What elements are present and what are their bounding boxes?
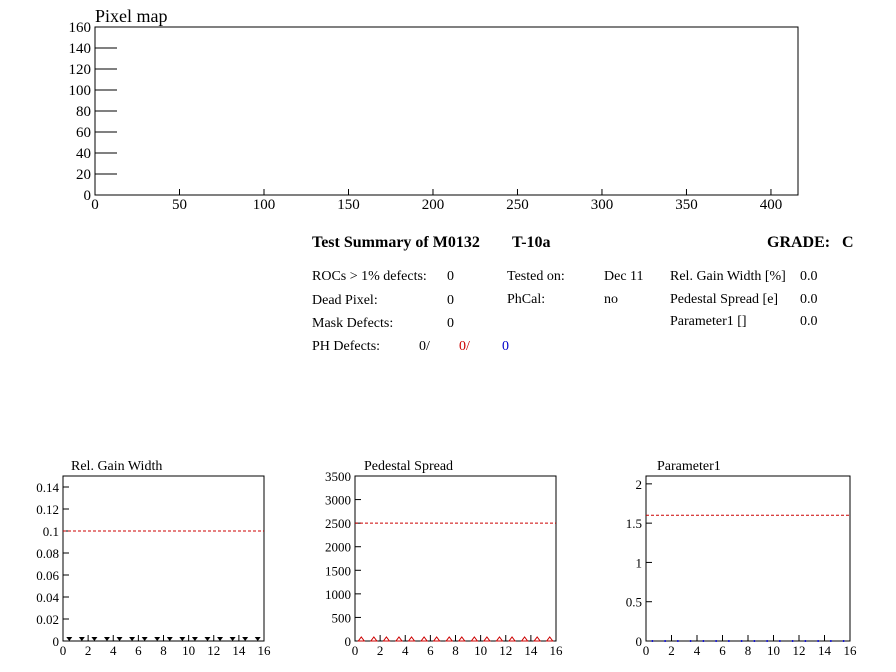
pixel-map-x-tick-label: 300 — [590, 197, 614, 213]
pixel-map-frame — [95, 27, 798, 195]
pedestal-spread-y-tick-label: 1000 — [325, 586, 351, 602]
pixel-map-x-tick-label: 150 — [337, 197, 360, 213]
parameter1-x-tick-label: 6 — [719, 643, 726, 658]
dead-pixel-label: Dead Pixel: — [312, 293, 378, 308]
parameter1-point — [753, 640, 755, 642]
pedestal-spread-point — [459, 637, 465, 641]
pedestal-spread-y-tick-label: 3500 — [325, 469, 351, 484]
pedestal-spread-title: Pedestal Spread — [364, 459, 454, 474]
gain-width-x-tick-label: 6 — [135, 643, 142, 658]
parameter1-x-tick-label: 0 — [642, 643, 650, 658]
grade-value: C — [842, 234, 854, 251]
pixel-map-y-tick-label: 60 — [76, 125, 91, 141]
gain-width-point — [167, 637, 173, 641]
pedestal-spread-y-tick-label: 0 — [344, 634, 351, 649]
gain-width-value: 0.0 — [800, 269, 818, 284]
pedestal-spread-point — [522, 637, 528, 641]
parameter1-y-tick-label: 0 — [635, 634, 642, 649]
pedestal-spread-x-tick-label: 14 — [524, 643, 538, 658]
pixel-map-y-tick-label: 20 — [76, 167, 91, 183]
gain-width-point — [142, 637, 148, 641]
gain-width-point — [129, 637, 135, 641]
pixel-map-y-tick-label: 140 — [68, 41, 91, 57]
gain-width-point — [255, 637, 261, 641]
pedestal-spread-point — [547, 637, 553, 641]
parameter1-point — [677, 640, 679, 642]
parameter1-point — [817, 640, 819, 642]
parameter1-point — [766, 640, 768, 642]
pedestal-spread-point — [358, 637, 364, 641]
parameter1-point — [702, 640, 704, 642]
pedestal-spread-point — [409, 637, 415, 641]
gain-width-point — [230, 637, 236, 641]
pixel-map-x-tick-label: 200 — [421, 197, 445, 213]
gain-width-point — [117, 637, 123, 641]
pedestal-spread-x-tick-label: 2 — [376, 643, 384, 658]
gain-width-point — [66, 637, 72, 641]
rocs-defects-value: 0 — [447, 269, 454, 284]
gain-width-y-tick-label: 0 — [52, 634, 59, 649]
dead-pixel-value: 0 — [447, 293, 454, 308]
pixel-map-y-tick-label: 160 — [68, 20, 91, 36]
pixel-map-x-tick-label: 100 — [252, 197, 276, 213]
pixel-map-y-tick-label: 120 — [68, 62, 91, 78]
pedestal-spread-x-tick-label: 6 — [427, 643, 434, 658]
gain-width-point — [217, 637, 223, 641]
pixel-map-x-tick-label: 250 — [506, 197, 529, 213]
pedestal-spread-point — [434, 637, 440, 641]
pedestal-spread-point — [484, 637, 490, 641]
ph-defects-value-2: 0/ — [459, 339, 470, 354]
parameter1-y-tick-label: 1.5 — [625, 516, 642, 532]
parameter1-point — [690, 640, 692, 642]
pixel-map-y-tick-label: 40 — [76, 146, 91, 162]
pixel-map-y-tick-label: 100 — [68, 83, 91, 99]
gain-width-point — [242, 637, 248, 641]
gain-width-x-tick-label: 12 — [207, 643, 221, 658]
parameter1-x-tick-label: 2 — [668, 643, 675, 658]
gain-width-x-tick-label: 4 — [110, 643, 117, 658]
pixel-map-x-tick-label: 400 — [759, 197, 783, 213]
pedestal-spread-point — [534, 637, 540, 641]
gain-width-x-tick-label: 0 — [59, 643, 67, 658]
pedestal-spread-frame — [355, 476, 556, 641]
parameter1-point — [715, 640, 717, 642]
pedestal-spread-point — [396, 637, 402, 641]
parameter1-point — [830, 640, 832, 642]
ph-defects-value-1: 0/ — [419, 339, 430, 354]
parameter1-x-tick-label: 16 — [843, 643, 857, 658]
grade-label: GRADE: — [767, 234, 831, 251]
gain-width-y-tick-label: 0.08 — [36, 546, 59, 561]
parameter1-x-tick-label: 8 — [744, 643, 752, 658]
gain-width-frame — [63, 476, 264, 641]
parameter1-point — [728, 640, 730, 642]
pedestal-spread-x-tick-label: 10 — [474, 643, 488, 658]
mask-defects-value: 0 — [447, 316, 454, 331]
gain-width-y-tick-label: 0.02 — [36, 612, 59, 627]
parameter1-value: 0.0 — [800, 314, 818, 329]
pedestal-spread-y-tick-label: 3000 — [325, 492, 351, 508]
pedestal-spread-point — [383, 637, 389, 641]
pedestal-spread-x-tick-label: 8 — [452, 643, 459, 658]
parameter1-point — [779, 640, 781, 642]
parameter1-label: Parameter1 [] — [670, 314, 747, 329]
gain-width-title: Rel. Gain Width — [71, 459, 163, 474]
pedestal-spread-point — [471, 637, 477, 641]
parameter1-y-tick-label: 0.5 — [625, 594, 642, 610]
parameter1-x-tick-label: 14 — [818, 643, 831, 658]
gain-width-point — [179, 637, 185, 641]
parameter1-point — [664, 640, 666, 642]
pixel-map-title: Pixel map — [95, 6, 168, 26]
pedestal-spread-y-tick-label: 2000 — [325, 539, 351, 555]
pedestal-spread-x-tick-label: 4 — [402, 643, 409, 658]
gain-width-x-tick-label: 10 — [182, 643, 196, 658]
parameter1-y-tick-label: 2 — [635, 476, 642, 492]
gain-width-point — [204, 637, 210, 641]
pixel-map-x-tick-label: 350 — [675, 197, 698, 213]
parameter1-y-tick-label: 1 — [635, 555, 642, 571]
pedestal-spread-value: 0.0 — [800, 292, 818, 307]
summary-temperature: T-10a — [512, 234, 551, 251]
gain-width-y-tick-label: 0.06 — [36, 568, 59, 583]
tested-on-value: Dec 11 — [604, 269, 644, 284]
pedestal-spread-y-tick-label: 500 — [331, 610, 351, 626]
parameter1-point — [804, 640, 806, 642]
gain-width-point — [91, 637, 97, 641]
phcal-label: PhCal: — [507, 292, 546, 307]
pedestal-spread-point — [509, 637, 515, 641]
gain-width-point — [79, 637, 85, 641]
pedestal-spread-point — [421, 637, 427, 641]
mask-defects-label: Mask Defects: — [312, 316, 394, 331]
tested-on-label: Tested on: — [507, 269, 565, 284]
pixel-map-y-tick-label: 0 — [83, 188, 91, 204]
pedestal-spread-x-tick-label: 0 — [351, 643, 359, 658]
rocs-defects-label: ROCs > 1% defects: — [312, 269, 427, 284]
parameter1-point — [792, 640, 794, 642]
parameter1-point — [843, 640, 845, 642]
gain-width-y-tick-label: 0.12 — [36, 502, 59, 517]
ph-defects-value-3: 0 — [502, 339, 509, 354]
pedestal-spread-point — [496, 637, 502, 641]
gain-width-x-tick-label: 14 — [232, 643, 246, 658]
gain-width-label: Rel. Gain Width [%] — [670, 269, 786, 284]
pedestal-spread-x-tick-label: 16 — [549, 643, 563, 658]
pixel-map-x-tick-label: 0 — [91, 197, 99, 213]
pedestal-spread-y-tick-label: 1500 — [325, 563, 351, 579]
pedestal-spread-x-tick-label: 12 — [499, 643, 513, 658]
gain-width-y-tick-label: 0.14 — [36, 480, 59, 495]
gain-width-point — [104, 637, 110, 641]
gain-width-point — [154, 637, 160, 641]
parameter1-point — [741, 640, 743, 642]
summary-heading: Test Summary of M0132 — [312, 234, 480, 251]
parameter1-x-tick-label: 12 — [792, 643, 806, 658]
pedestal-spread-label: Pedestal Spread [e] — [670, 292, 779, 307]
parameter1-point — [651, 640, 653, 642]
gain-width-x-tick-label: 2 — [84, 643, 92, 658]
pixel-map-x-tick-label: 50 — [171, 197, 187, 213]
pedestal-spread-point — [371, 637, 377, 641]
parameter1-frame — [646, 476, 850, 641]
gain-width-point — [192, 637, 198, 641]
pixel-map-y-tick-label: 80 — [76, 104, 91, 120]
pedestal-spread-y-tick-label: 2500 — [325, 516, 351, 532]
phcal-value: no — [604, 292, 618, 307]
parameter1-title: Parameter1 — [657, 459, 721, 474]
gain-width-y-tick-label: 0.04 — [36, 590, 59, 605]
gain-width-x-tick-label: 16 — [257, 643, 271, 658]
parameter1-x-tick-label: 10 — [767, 643, 780, 658]
gain-width-y-tick-label: 0.1 — [42, 524, 59, 539]
parameter1-x-tick-label: 4 — [693, 643, 701, 658]
gain-width-x-tick-label: 8 — [160, 643, 167, 658]
pedestal-spread-point — [446, 637, 452, 641]
ph-defects-label: PH Defects: — [312, 339, 381, 354]
